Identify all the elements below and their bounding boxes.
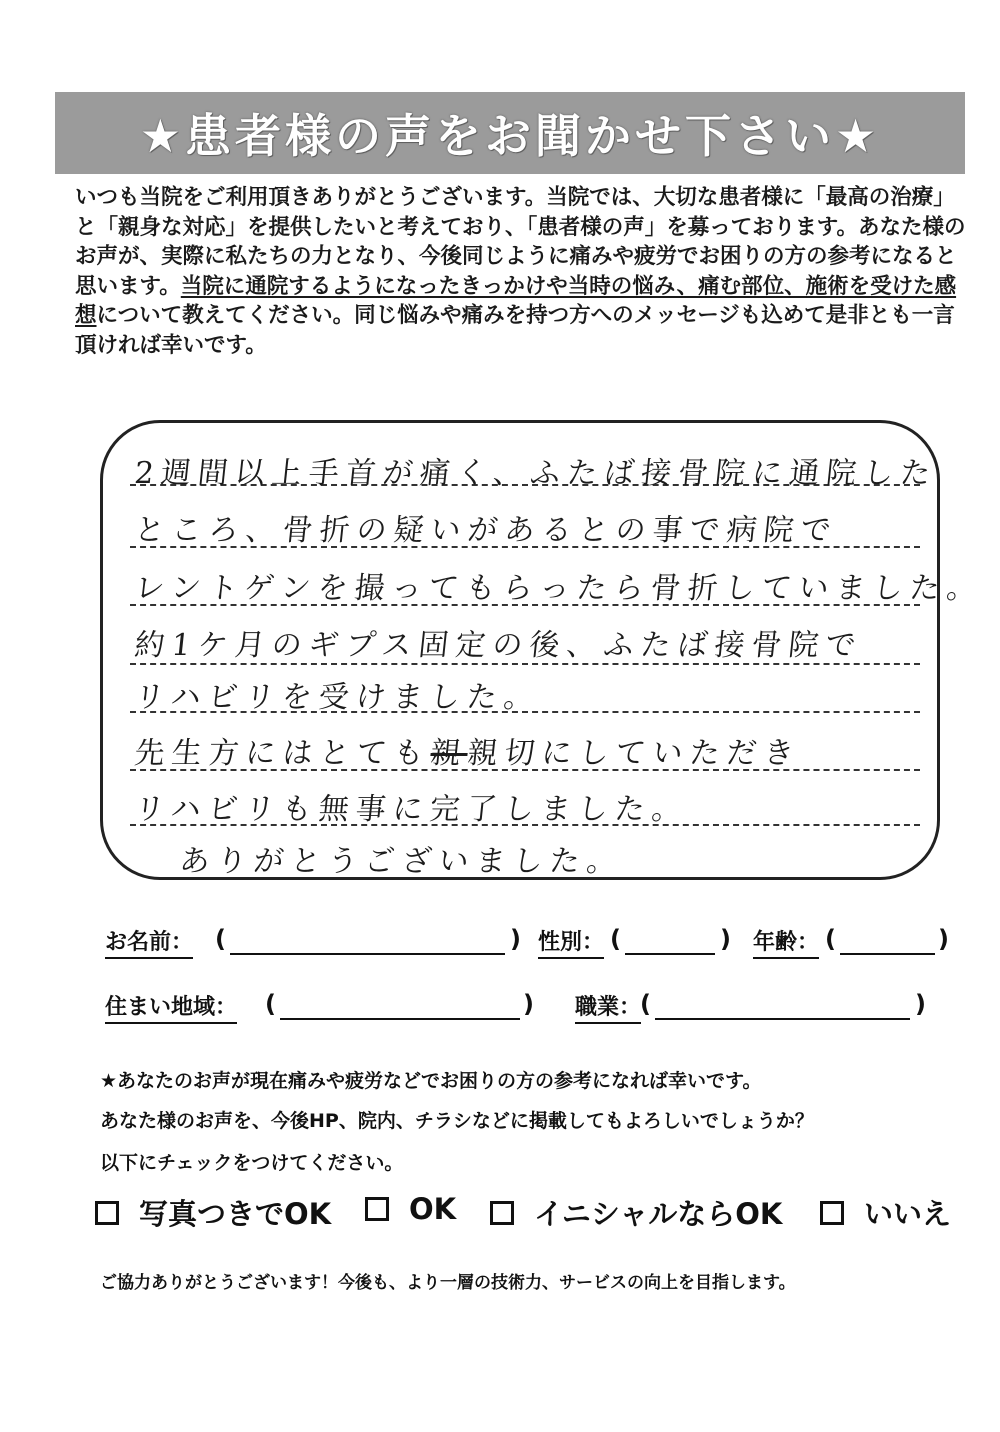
option-photo-ok[interactable] (95, 1192, 331, 1233)
close-paren: ) (915, 990, 926, 1018)
close-paren: ) (938, 925, 949, 953)
close-paren: ) (523, 990, 534, 1018)
checkbox[interactable] (95, 1201, 119, 1225)
handwritten-text: 親切にしていただき (465, 736, 803, 771)
checkbox[interactable] (365, 1197, 389, 1221)
checkbox[interactable] (820, 1201, 844, 1225)
handwritten-line-1: 2週間以上手首が痛く、ふたば接骨院に通院した (132, 456, 939, 491)
handwritten-line-5: リハビリを受けました。 (132, 680, 543, 715)
open-paren: ( (215, 925, 226, 953)
open-paren: ( (825, 925, 836, 953)
handwritten-line-4: 約1ケ月のギプス固定の後、ふたば接骨院で (132, 628, 865, 663)
age-input-line[interactable] (840, 953, 935, 955)
header-banner (55, 92, 965, 174)
handwritten-line-2: ところ、骨折の疑いがあるとの事で病院で (132, 513, 840, 548)
open-paren: ( (640, 990, 651, 1018)
option-label: いいえ (864, 1197, 952, 1231)
form-row-1 (105, 925, 965, 959)
close-paren: ) (510, 925, 521, 953)
note-line-3: 以下にチェックをつけてください。 (100, 1152, 404, 1174)
consent-options (95, 1192, 965, 1232)
note-line-2: あなた様のお声を、今後HP、院内、チラシなどに掲載してもよろしいでしょうか？ (100, 1110, 814, 1132)
job-label: 職業： (575, 990, 641, 1021)
note-line-1: ★あなたのお声が現在痛みや疲労などでお困りの方の参考になれば幸いです。 (100, 1070, 762, 1092)
option-initials-ok[interactable] (490, 1192, 782, 1233)
option-no[interactable] (820, 1192, 951, 1233)
intro-part2: について教えてください。同じ悩みや痛みを持つ方へのメッセージも込めて是非とも一言頂ければ幸いです。 (75, 303, 955, 358)
area-input-line[interactable] (280, 1018, 520, 1020)
form-row-2 (105, 990, 965, 1024)
handwritten-line-7: リハビリも無事に完了しました。 (132, 792, 691, 827)
option-label: OK (409, 1192, 457, 1226)
gender-label: 性別： (538, 925, 604, 956)
name-label: お名前： (105, 925, 193, 956)
option-ok[interactable] (365, 1192, 456, 1226)
intro-part1: いつも当院をご利用頂きありがとうございます。当院では、大切な患者様に「最高の治療」と「親身な対応」を提供したいと考えており、「患者様の声」を募っております。あなた様のお声が、実際に私たちの力となり、今後同じように痛みや疲労でお困りの方の参考になると思います。 (75, 185, 966, 299)
job-input-line[interactable] (655, 1018, 910, 1020)
age-label: 年齢： (753, 925, 819, 956)
open-paren: ( (610, 925, 621, 953)
checkbox[interactable] (490, 1201, 514, 1225)
intro-text (75, 183, 975, 360)
option-label: 写真つきでOK (139, 1197, 332, 1231)
footer-text: ご協力ありがとうございます！今後も、より一層の技術力、サービスの向上を目指します。 (100, 1273, 796, 1293)
handwritten-line-3: レントゲンを撮ってもらったら骨折していました。 (132, 571, 986, 606)
handwritten-line-6 (133, 728, 938, 772)
intro-underlined: 当院に通院するようになったきっかけや当時の悩み、痛む部位、施術を受けた感想 (75, 273, 957, 328)
close-paren: ) (720, 925, 731, 953)
area-label: 住まい地域： (105, 990, 237, 1021)
handwritten-line-8: ありがとうございました。 (177, 844, 626, 879)
option-label: イニシャルならOK (534, 1197, 783, 1231)
crossed-out-text: 親 (428, 736, 470, 771)
page-title: ★患者様の声をお聞かせ下さい★ (139, 109, 881, 163)
handwritten-text: 先生方にはとても (132, 736, 433, 771)
gender-input-line[interactable] (625, 953, 715, 955)
name-input-line[interactable] (230, 953, 505, 955)
open-paren: ( (265, 990, 276, 1018)
